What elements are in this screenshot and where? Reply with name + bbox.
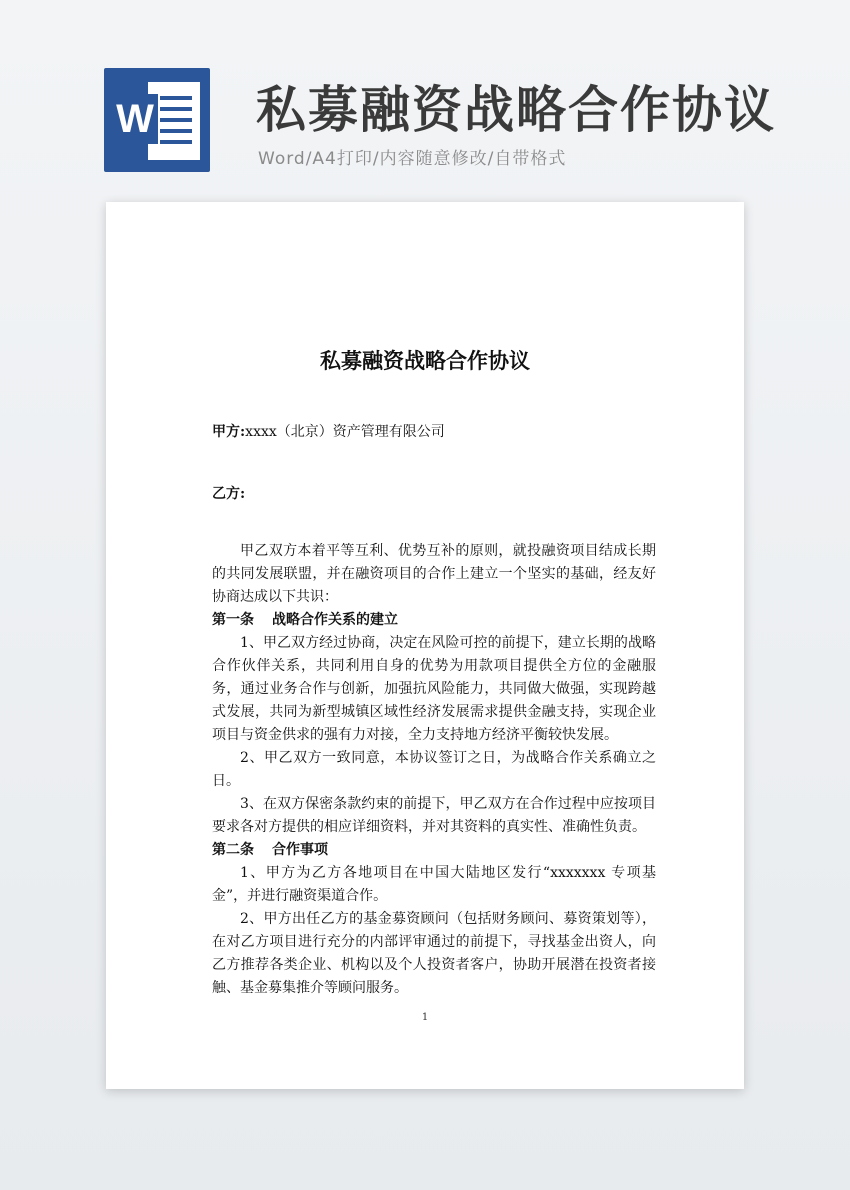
section-heading bbox=[212, 839, 656, 862]
party-b-line bbox=[212, 483, 245, 503]
clause-paragraph: 1、甲乙双方经过协商，决定在风险可控的前提下，建立长期的战略合作伙伴关系，共同利用自身的优势为用款项目提供全方位的金融服务，通过业务合作与创新，加强抗风险能力，共同做大做强，实现跨越式发展，共同为新型城镇区域性经济发展需求提供金融支持，实现企业项目与资金供求的强有力对接，全力支持地方经济平衡较快发展。 bbox=[212, 635, 656, 743]
party-a-line bbox=[212, 421, 445, 441]
section-number: 第一条 bbox=[212, 612, 254, 628]
section-heading bbox=[212, 609, 656, 632]
clause-paragraph: 1、甲方为乙方各地项目在中国大陆地区发行“xxxxxxx 专项基金”，并进行融资渠道合作。 bbox=[212, 865, 656, 904]
page-number: 1 bbox=[421, 1012, 429, 1023]
clause-paragraph: 3、在双方保密条款约束的前提下，甲乙双方在合作过程中应按项目要求各对方提供的相应详细资料，并对其资料的真实性、准确性负责。 bbox=[212, 796, 656, 835]
party-b-label: 乙方: bbox=[212, 486, 246, 502]
document-page bbox=[106, 202, 744, 1089]
clause-paragraph: 2、甲方出任乙方的基金募资顾问（包括财务顾问、募资策划等），在对乙方项目进行充分的内部评审通过的前提下，寻找基金出资人，向乙方推荐各类企业、机构以及个人投资者客户，协助开展潜在投资者接触、基金募集推介等顾问服务。 bbox=[212, 911, 656, 996]
section-title: 战略合作关系的建立 bbox=[272, 612, 398, 628]
document-title: 私募融资战略合作协议 bbox=[320, 348, 530, 373]
header-subtitle: Word/A4打印/内容随意修改/自带格式 bbox=[258, 149, 567, 169]
party-a-label: 甲方: bbox=[212, 424, 246, 440]
agreement-body bbox=[212, 540, 656, 1000]
section-title: 合作事项 bbox=[272, 842, 328, 858]
header-title: 私募融资战略合作协议 bbox=[256, 81, 776, 139]
clause-paragraph: 2、甲乙双方一致同意，本协议签订之日，为战略合作关系确立之日。 bbox=[212, 750, 656, 789]
section-number: 第二条 bbox=[212, 842, 254, 858]
intro-paragraph: 甲乙双方本着平等互利、优势互补的原则，就投融资项目结成长期的共同发展联盟，并在融资项目的合作上建立一个坚实的基础，经友好协商达成以下共识： bbox=[212, 543, 656, 605]
word-letter-icon: W bbox=[112, 94, 158, 144]
word-app-icon bbox=[104, 68, 210, 172]
party-a-value: xxxx（北京）资产管理有限公司 bbox=[245, 424, 445, 440]
